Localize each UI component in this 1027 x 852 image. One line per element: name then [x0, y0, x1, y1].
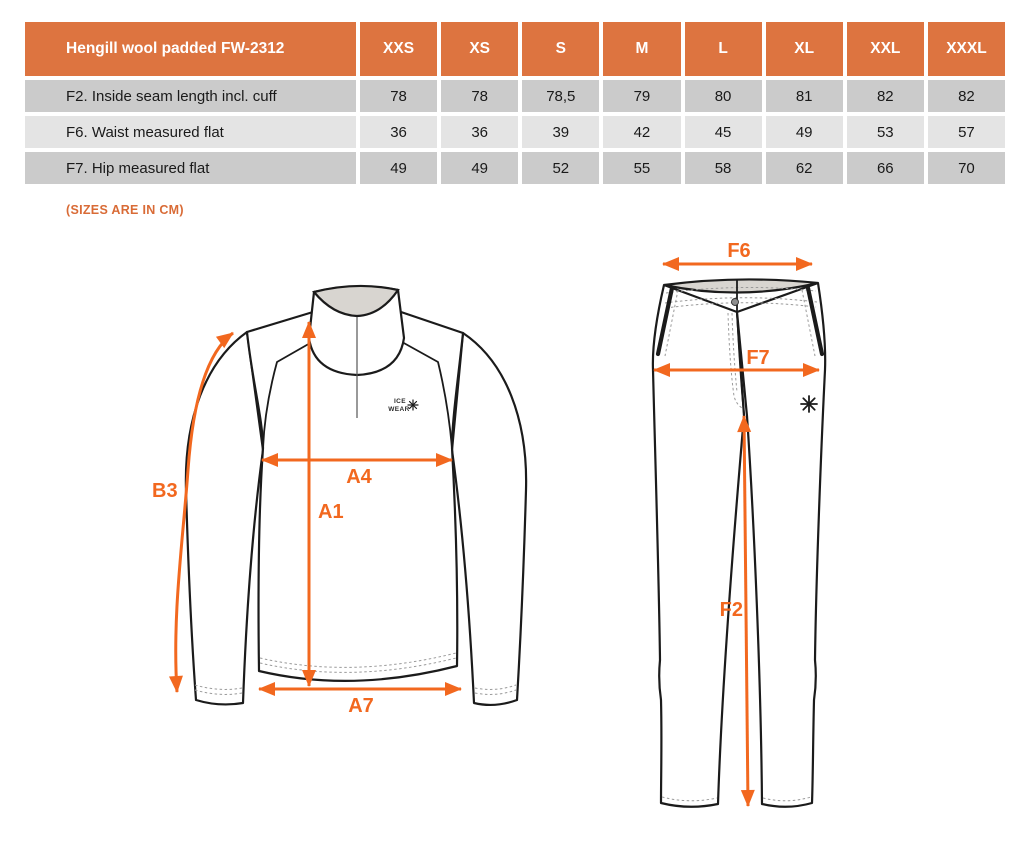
- snowflake-icon: [408, 400, 418, 410]
- measure-value-cell: 62: [766, 152, 843, 184]
- measure-label-cell: F2. Inside seam length incl. cuff: [25, 80, 356, 112]
- measure-value-cell: 52: [522, 152, 599, 184]
- size-header-cell: M: [603, 22, 680, 76]
- pants-f2-arrow: [744, 416, 748, 806]
- measure-label-cell: F7. Hip measured flat: [25, 152, 356, 184]
- sweater-right-sleeve: [452, 333, 526, 705]
- measure-value-cell: 81: [766, 80, 843, 112]
- sweater-logo-line1: ICE: [393, 398, 407, 405]
- size-table: [25, 22, 1005, 184]
- size-header-cell: S: [522, 22, 599, 76]
- measure-value-cell: 80: [685, 80, 762, 112]
- measure-value-cell: 82: [847, 80, 924, 112]
- snowflake-icon: [801, 396, 817, 412]
- measure-value-cell: 79: [603, 80, 680, 112]
- size-header-cell: XL: [766, 22, 843, 76]
- units-note: (SIZES ARE IN CM): [66, 203, 184, 217]
- pants-f7-label: F7: [746, 347, 770, 369]
- pants-f6-label: F6: [727, 240, 751, 262]
- sweater-a1-label: A1: [318, 501, 344, 523]
- sweater-a7-label: A7: [348, 695, 374, 717]
- sweater-b3-label: B3: [152, 480, 178, 502]
- measure-value-cell: 53: [847, 116, 924, 148]
- size-header-cell: L: [685, 22, 762, 76]
- measure-value-cell: 58: [685, 152, 762, 184]
- measure-value-cell: 49: [360, 152, 437, 184]
- garment-diagrams: [0, 230, 1027, 852]
- measure-value-cell: 36: [441, 116, 518, 148]
- measure-value-cell: 45: [685, 116, 762, 148]
- measure-value-cell: 42: [603, 116, 680, 148]
- measure-value-cell: 36: [360, 116, 437, 148]
- measure-label-cell: F6. Waist measured flat: [25, 116, 356, 148]
- pants-f2-label: F2: [719, 599, 743, 621]
- measure-value-cell: 55: [603, 152, 680, 184]
- size-header-cell: XXL: [847, 22, 924, 76]
- sweater-left-sleeve: [186, 332, 263, 704]
- pants-diagram: [653, 240, 825, 807]
- size-header-cell: XXXL: [928, 22, 1005, 76]
- measure-value-cell: 78: [360, 80, 437, 112]
- measure-value-cell: 57: [928, 116, 1005, 148]
- measure-value-cell: 82: [928, 80, 1005, 112]
- sweater-diagram: [152, 286, 526, 717]
- size-header-cell: XS: [441, 22, 518, 76]
- size-header-cell: XXS: [360, 22, 437, 76]
- measure-value-cell: 78: [441, 80, 518, 112]
- sweater-logo-line2: WEAR: [388, 406, 410, 413]
- pants-button: [732, 299, 739, 306]
- measure-value-cell: 66: [847, 152, 924, 184]
- product-title-cell: Hengill wool padded FW-2312: [25, 22, 356, 76]
- measure-value-cell: 70: [928, 152, 1005, 184]
- measure-value-cell: 49: [441, 152, 518, 184]
- measure-value-cell: 78,5: [522, 80, 599, 112]
- sweater-a4-label: A4: [346, 466, 372, 488]
- measure-value-cell: 49: [766, 116, 843, 148]
- measure-value-cell: 39: [522, 116, 599, 148]
